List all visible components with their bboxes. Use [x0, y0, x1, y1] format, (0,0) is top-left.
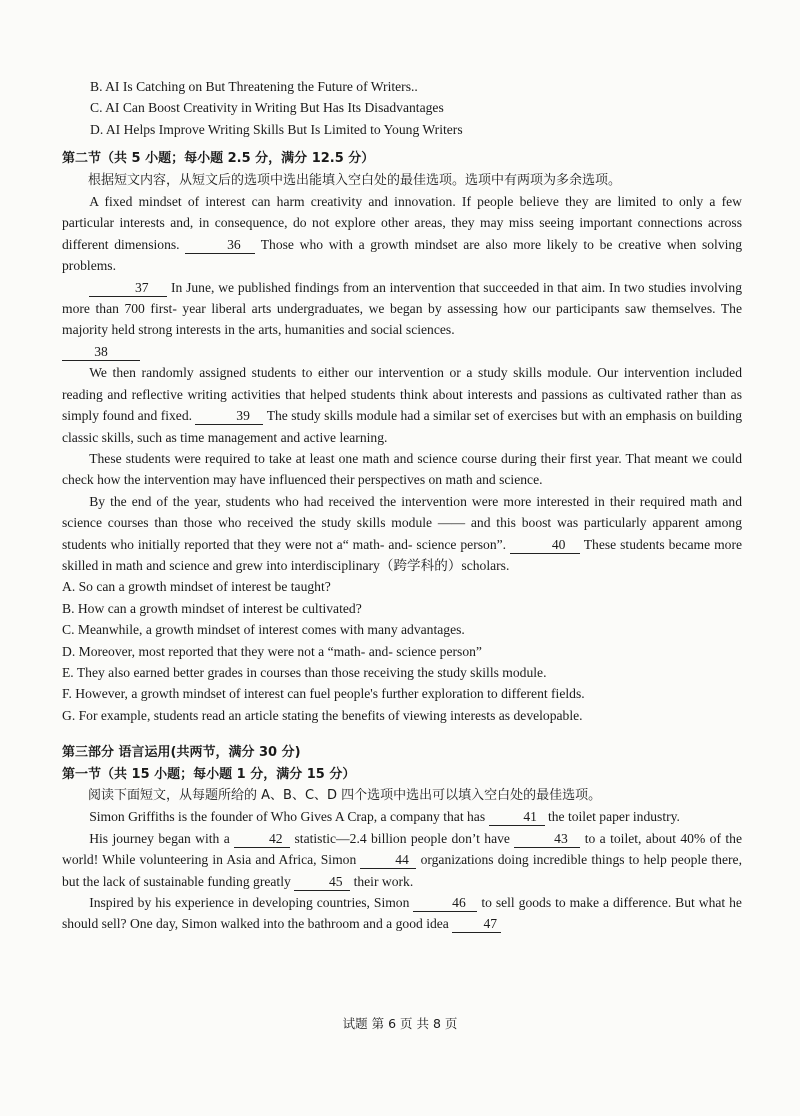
blank-47: 47: [452, 916, 501, 933]
blank-45: 45: [294, 874, 350, 891]
choice-b: B. How can a growth mindset of interest be cultivated?: [62, 600, 362, 616]
p1-text-before: A fixed mindset of interest can harm creativity and innovation. If people believe they are limited to only a few particular interests and, in consequence, do not explore other areas, they may miss seeing important connections across different dimensions.: [62, 194, 742, 252]
part3-section1-heading: 第一节（共 15 小题；每小题 1 分，满分 15 分）: [62, 766, 356, 782]
blank-44: 44: [360, 852, 416, 869]
p3-text-before: We then randomly assigned students to either our intervention or a study skills module. Our intervention included reading and reflective writing activities that helped students think about interests and passions as cultivated rather than as simply found and fixed.: [62, 365, 742, 424]
blank-37: 37: [89, 280, 167, 297]
cloze-paragraph-3: [62, 892, 742, 935]
cloze-text: His journey began with a: [89, 830, 230, 846]
exam-page: [62, 76, 742, 935]
choice-d: D. Moreover, most reported that they were not a “math- and- science person”: [62, 643, 482, 659]
cloze-text: to a toilet, about 40% of the world! While volunteering in Asia and Africa, Simon: [62, 830, 742, 868]
blank-42: 42: [234, 831, 290, 848]
option-b: B. AI Is Catching on But Threatening the Future of Writers..: [90, 79, 418, 94]
blank-38: 38: [62, 344, 140, 361]
blank-46: 46: [413, 895, 477, 912]
passage-paragraph-4: These students were required to take at least one math and science course during their first year. That meant we could check how the intervention may have influenced their perspectives on math and science.: [62, 450, 742, 488]
cloze-text: organizations doing incredible things to help people there, but the lack of sustainable funding greatly: [62, 852, 742, 889]
p2-text-after: In June, we published findings from an intervention that succeeded in that aim. In two studies involving more than 700 first- year liberal arts undergraduates, we began by assessing how our participants saw themselves. The majority held strong interests in the arts, humanities and social sciences.: [62, 279, 742, 338]
p3-text-after: The study skills module had a similar set of exercises but with an emphasis on building classic skills, such as time management and active learning.: [62, 408, 742, 445]
p1-text-after: Those who with a growth mindset are also more likely to be creative when solving problems.: [62, 236, 742, 274]
cloze-paragraph-1: [62, 806, 742, 827]
choice-a: A. So can a growth mindset of interest be taught?: [62, 579, 331, 595]
p5-text-after: These students became more skilled in math and science and grew into interdisciplinary（跨学科的）scholars.: [62, 536, 743, 573]
part3-heading: 第三部分 语言运用(共两节，满分 30 分): [62, 745, 301, 761]
cloze-text: the toilet paper industry.: [547, 809, 680, 825]
blank-39: 39: [195, 408, 263, 425]
choice-f: F. However, a growth mindset of interest can fuel people's further exploration to different fields.: [62, 686, 585, 702]
passage-paragraph-3: [62, 362, 742, 448]
passage-paragraph-2b: [62, 341, 742, 362]
option-d: D. AI Helps Improve Writing Skills But Is Limited to Young Writers: [90, 121, 463, 137]
p5-text-before: By the end of the year, students who had received the intervention were more interested in their required math and science courses than those who received the study skills module —— and this boost was particularly apparent among students who initially reported that they were not a“ math- and- science person”.: [62, 493, 742, 552]
part3-instruction: 阅读下面短文，从每题所给的 A、B、C、D 四个选项中选出可以填入空白处的最佳选项。: [88, 788, 602, 803]
cloze-paragraph-2: [62, 828, 742, 892]
blank-43: 43: [514, 831, 580, 848]
cloze-text: their work.: [353, 873, 414, 889]
choice-c: C. Meanwhile, a growth mindset of interest comes with many advantages.: [62, 622, 465, 638]
cloze-text: to sell goods to make a difference. But what he should sell? One day, Simon walked into the bathroom and a good idea: [62, 895, 742, 932]
blank-40: 40: [510, 537, 580, 554]
section2-heading: 第二节（共 5 小题；每小题 2.5 分，满分 12.5 分）: [62, 151, 375, 167]
passage-paragraph-2: [62, 277, 742, 341]
choice-g: G. For example, students read an article stating the benefits of viewing interests as developable.: [62, 707, 583, 723]
cloze-text: Inspired by his experience in developing countries, Simon: [89, 895, 410, 911]
passage-paragraph-1: [62, 191, 742, 277]
cloze-text: Simon Griffiths is the founder of Who Gives A Crap, a company that has: [89, 809, 486, 825]
passage-paragraph-5: [62, 491, 742, 577]
option-c: C. AI Can Boost Creativity in Writing But Has Its Disadvantages: [90, 100, 444, 116]
cloze-text: statistic—2.4 billion people don’t have: [294, 830, 510, 846]
previous-question-options: [62, 76, 742, 140]
blank-41: 41: [489, 809, 545, 826]
blank-36: 36: [185, 237, 255, 254]
page-footer: 试题 第 6 页 共 8 页: [342, 1016, 458, 1031]
choice-e: E. They also earned better grades in courses than those receiving the study skills module.: [62, 664, 547, 680]
answer-choices: [62, 576, 742, 726]
section2-instruction: 根据短文内容，从短文后的选项中选出能填入空白处的最佳选项。选项中有两项为多余选项。: [88, 172, 622, 188]
